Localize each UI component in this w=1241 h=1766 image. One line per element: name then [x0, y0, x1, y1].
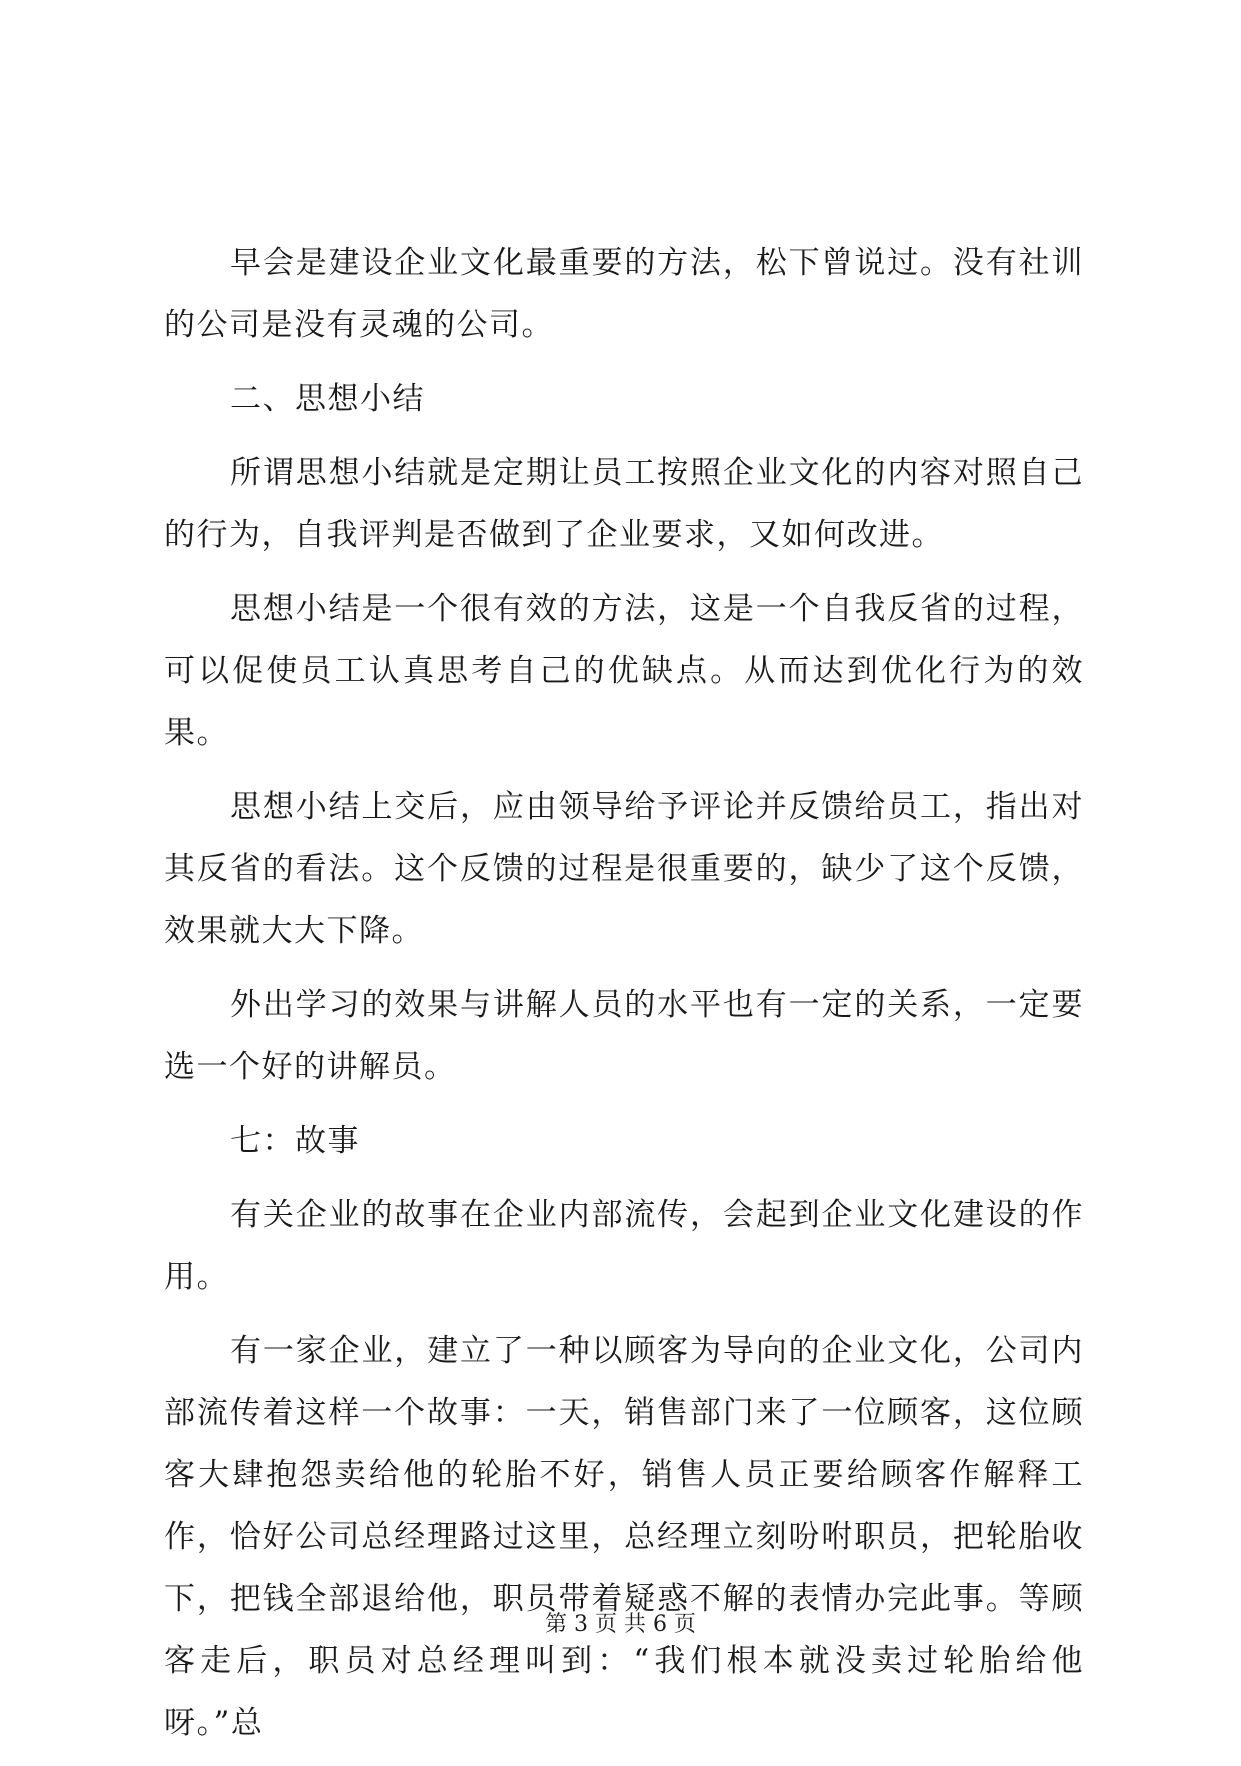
- section-heading-7: 七：故事: [230, 1123, 360, 1159]
- paragraph-8: 有关企业的故事在企业内部流传，会起到企业文化建设的作用。: [164, 1197, 1084, 1295]
- paragraph-4: 思想小结是一个很有效的方法，这是一个自我反省的过程，可以促使员工认真思考自己的优缺点。从而达到优化行为的效果。: [164, 591, 1084, 751]
- paragraph-5: 思想小结上交后，应由领导给予评论并反馈给员工，指出对其反省的看法。这个反馈的过程是很重要的，缺少了这个反馈，效果就大大下降。: [164, 789, 1084, 949]
- paragraph-9: 有一家企业，建立了一种以顾客为导向的企业文化，公司内部流传着这样一个故事：一天，销售部门来了一位顾客，这位顾客大肆抱怨卖给他的轮胎不好，销售人员正要给顾客作解释工作，恰好公司总经理路过这里，总经理立刻吩咐职员，把轮胎收下，把钱全部退给他，职员带着疑惑不解的表情办完此事。等顾客走后，职员对总经理叫到：“我们根本就没卖过轮胎给他呀。”总: [164, 1333, 1084, 1741]
- section-heading-2: 二、思想小结: [230, 381, 425, 417]
- paragraph-1: 早会是建设企业文化最重要的方法，松下曾说过。没有社训的公司是没有灵魂的公司。: [164, 245, 1084, 343]
- paragraph-3: 所谓思想小结就是定期让员工按照企业文化的内容对照自己的行为，自我评判是否做到了企业要求，又如何改进。: [164, 455, 1084, 553]
- paragraph-6: 外出学习的效果与讲解人员的水平也有一定的关系，一定要选一个好的讲解员。: [164, 987, 1084, 1085]
- page-number-footer: 第 3 页 共 6 页: [545, 1612, 696, 1637]
- document-body: [164, 232, 1084, 1766]
